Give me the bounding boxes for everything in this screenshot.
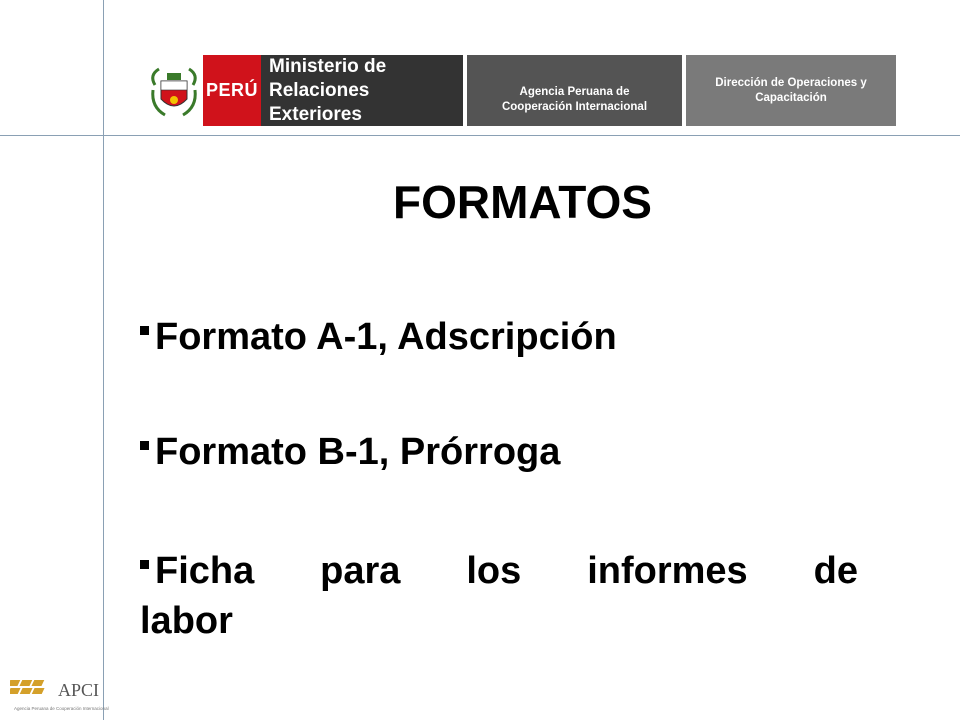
bullet-word: informes [587,550,748,592]
coat-of-arms-icon [145,55,203,126]
agency-line-1: Agencia Peruana de [519,85,630,98]
bullet-text: Formato A-1, Adscripción [155,316,617,358]
bullet-square-icon [140,560,149,569]
bullet-text: Formato B-1, Prórroga [155,431,561,473]
bullet-line-2: labor [140,600,233,642]
bullet-line-1 [140,546,858,596]
ministry-banner [145,55,463,126]
bullet-item [140,546,858,646]
peru-label: PERÚ [203,55,261,126]
ministry-name [261,55,463,126]
bullet-word: los [466,550,522,592]
apci-logo-text: APCI [58,680,100,700]
bullet-square-icon [140,441,149,450]
direction-box [686,55,896,126]
ministry-line-1: Ministerio de [269,55,387,77]
bullet-item [140,316,617,359]
slide-title: FORMATOS [393,176,652,228]
direction-line-2: Capacitación [755,91,827,104]
apci-logo-subtext: Agencia Peruana de Cooperación Internacional [14,706,109,711]
bullet-word: para [320,550,401,592]
bullet-square-icon [140,326,149,335]
bullet-item [140,431,560,474]
bullet-word: de [813,550,858,592]
agency-box [467,55,682,126]
direction-line-1: Dirección de Operaciones y [715,76,867,89]
ministry-line-2: Relaciones Exteriores [269,79,370,125]
bullet-word: Ficha [155,550,255,592]
agency-line-2: Cooperación Internacional [501,100,648,113]
vertical-divider [103,0,104,720]
horizontal-divider [0,135,960,136]
